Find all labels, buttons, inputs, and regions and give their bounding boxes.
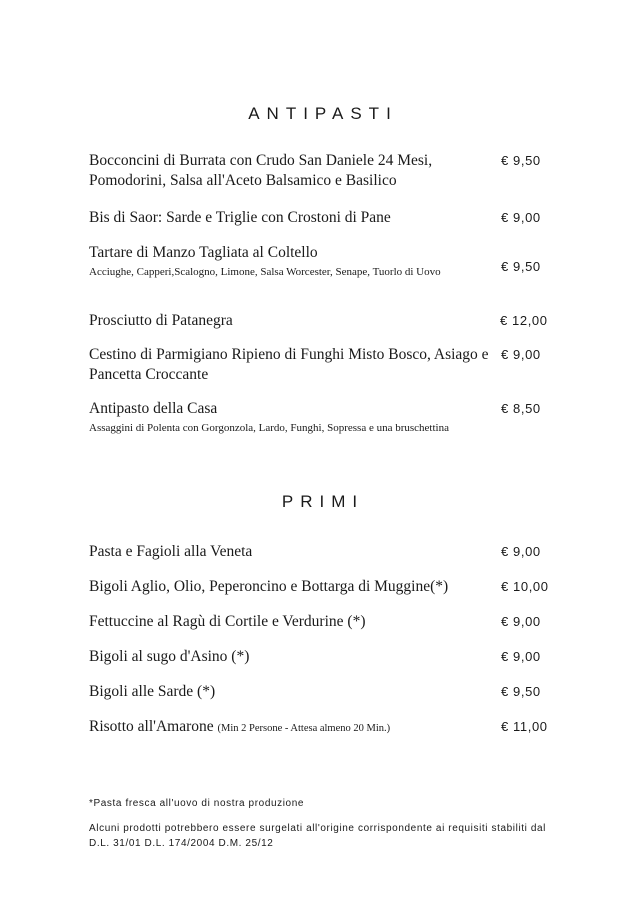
item-name: Bigoli alle Sarde (*)	[89, 683, 216, 700]
item-note: (Min 2 Persone - Attesa almeno 20 Min.)	[217, 723, 391, 734]
menu-item	[89, 682, 609, 702]
menu-item	[89, 717, 609, 739]
item-name: Tartare di Manzo Tagliata al Coltello	[89, 244, 318, 261]
item-name: Prosciutto di Patanegra	[89, 312, 233, 329]
menu-item	[89, 151, 609, 191]
menu-item	[89, 311, 609, 331]
menu-item	[89, 647, 609, 667]
menu-item	[89, 208, 609, 228]
menu-item	[89, 542, 609, 562]
menu-item	[89, 612, 609, 632]
footnote-frozen: Alcuni prodotti potrebbero essere surgelati all'origine corrispondente ai requisiti stabiliti dal D.L. 31/01 D.L. 174/2004 D.M. 25/12	[89, 823, 546, 849]
item-price: € 11,00	[501, 719, 548, 734]
item-price: € 10,00	[501, 579, 549, 594]
item-price: € 9,50	[501, 684, 541, 699]
item-price: € 12,00	[500, 313, 548, 328]
item-price: € 9,00	[501, 210, 541, 225]
item-name: Risotto all'Amarone	[89, 718, 214, 735]
item-price: € 9,00	[501, 649, 541, 664]
menu-item	[89, 345, 609, 385]
section-title-antipasti: ANTIPASTI	[248, 104, 398, 123]
item-description: Assaggini di Polenta con Gorgonzola, Lardo, Funghi, Sopressa e una bruschettina	[89, 422, 449, 434]
item-name: Fettuccine al Ragù di Cortile e Verdurine (*)	[89, 613, 366, 630]
item-price: € 9,00	[501, 347, 541, 362]
section-title-primi: PRIMI	[281, 492, 365, 511]
item-name: Bocconcini di Burrata con Crudo San Daniele 24 Mesi, Pomodorini, Salsa all'Aceto Balsamico e Basilico	[89, 152, 433, 189]
footnote-pasta: *Pasta fresca all'uovo di nostra produzione	[89, 798, 305, 809]
item-price: € 8,50	[501, 401, 541, 416]
item-name: Antipasto della Casa	[89, 400, 218, 417]
item-name: Pasta e Fagioli alla Veneta	[89, 543, 253, 560]
item-description: Acciughe, Capperi,Scalogno, Limone, Salsa Worcester, Senape, Tuorlo di Uovo	[89, 266, 441, 278]
item-name: Cestino di Parmigiano Ripieno di Funghi Misto Bosco, Asiago e Pancetta Croccante	[89, 346, 489, 383]
item-name: Bis di Saor: Sarde e Triglie con Crostoni di Pane	[89, 209, 391, 226]
menu-item	[89, 577, 609, 597]
item-price: € 9,50	[501, 153, 541, 168]
item-price: € 9,50	[501, 259, 541, 274]
item-name: Bigoli al sugo d'Asino (*)	[89, 648, 250, 665]
item-price: € 9,00	[501, 544, 541, 559]
item-price: € 9,00	[501, 614, 541, 629]
menu-item	[89, 399, 609, 438]
item-name: Bigoli Aglio, Olio, Peperoncino e Bottarga di Muggine(*)	[89, 578, 449, 595]
menu-item	[89, 243, 609, 282]
